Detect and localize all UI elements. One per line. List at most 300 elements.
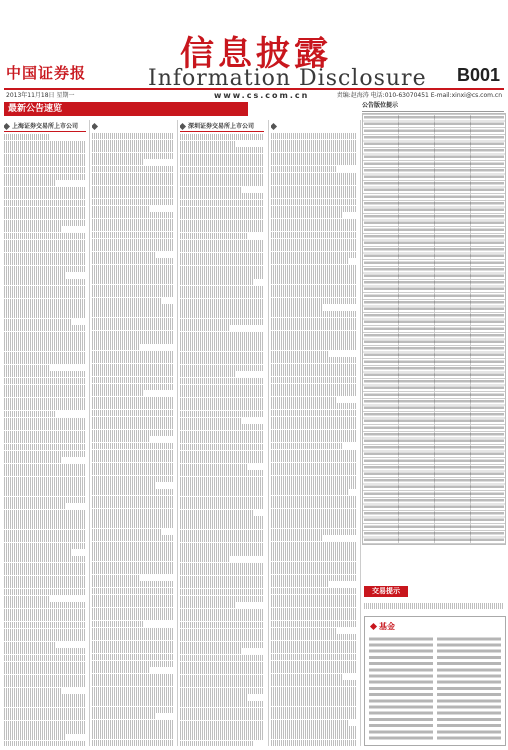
text-line (4, 451, 86, 457)
text-line (180, 220, 264, 226)
text-line (271, 357, 357, 363)
text-line (4, 174, 86, 180)
text-line (92, 647, 174, 653)
text-line (92, 232, 174, 238)
text-line (4, 609, 86, 615)
text-line (92, 159, 144, 165)
text-line (92, 469, 174, 475)
text-line (180, 655, 264, 661)
text-line (271, 423, 357, 429)
text-line (271, 298, 357, 304)
text-line (271, 628, 336, 634)
text-line (271, 641, 357, 647)
table-text (364, 115, 504, 543)
text-line (4, 530, 86, 536)
text-line (271, 410, 357, 416)
text-line (271, 489, 348, 495)
text-line (180, 556, 230, 562)
text-line (271, 634, 357, 640)
text-line (92, 740, 174, 746)
text-line (180, 404, 264, 410)
text-line (92, 357, 174, 363)
text-line (92, 397, 174, 403)
text-line (271, 351, 329, 357)
text-line (4, 272, 66, 278)
header-bar (4, 88, 504, 102)
text-line (92, 384, 174, 390)
text-line (4, 279, 86, 285)
text-line (4, 147, 86, 153)
text-line (271, 384, 357, 390)
text-line (180, 418, 241, 424)
fund-text-column (369, 637, 433, 741)
text-line (271, 515, 357, 521)
text-line (271, 707, 357, 713)
fund-section (364, 616, 506, 746)
text-line (180, 240, 264, 246)
column-divider (89, 120, 90, 746)
text-line (180, 543, 264, 549)
text-line (92, 403, 174, 409)
text-line (92, 153, 174, 159)
text-line (180, 345, 264, 351)
text-line (92, 166, 174, 172)
text-line (92, 641, 174, 647)
text-line (180, 319, 264, 325)
text-line (271, 693, 357, 699)
text-line (4, 141, 86, 147)
text-line (180, 701, 264, 707)
text-line (92, 212, 174, 218)
text-line (180, 134, 264, 140)
page-title-cn: 信息披露 (180, 34, 332, 74)
text-line (92, 575, 139, 581)
text-line (271, 581, 329, 587)
text-line (4, 721, 86, 727)
text-line (180, 470, 264, 476)
text-line (4, 391, 86, 397)
text-line (180, 398, 264, 404)
text-line (180, 602, 235, 608)
text-line (180, 411, 264, 417)
text-line (180, 582, 264, 588)
text-line (271, 456, 357, 462)
text-line (92, 693, 174, 699)
text-line (180, 675, 264, 681)
issue-date: 2013年11月18日 星期一 (6, 92, 75, 99)
text-line (92, 456, 174, 462)
text-line (4, 681, 86, 687)
text-line (4, 727, 86, 733)
text-line (180, 174, 264, 180)
text-line (92, 146, 174, 152)
text-line (4, 457, 61, 463)
text-line (271, 661, 357, 667)
text-line (271, 390, 357, 396)
text-line (180, 662, 264, 668)
text-line (271, 436, 357, 442)
text-line (180, 464, 247, 470)
text-line (92, 621, 144, 627)
announcement-index-title: 公告版位提示 (362, 101, 504, 112)
text-line (4, 378, 86, 384)
text-line (271, 159, 357, 165)
text-line (180, 694, 247, 700)
text-line (92, 726, 174, 732)
text-line (4, 325, 86, 331)
text-line (4, 734, 66, 740)
text-line (92, 364, 174, 370)
text-line (180, 635, 264, 641)
text-line (271, 726, 357, 732)
column-heading: 深圳证券交易所上市公司 (180, 122, 264, 132)
text-line (4, 365, 49, 371)
text-line (180, 457, 264, 463)
text-line (4, 424, 86, 430)
announcement-column (271, 122, 357, 746)
text-line (4, 259, 86, 265)
text-line (180, 385, 264, 391)
text-line (92, 720, 174, 726)
text-line (92, 581, 174, 587)
text-line (180, 569, 264, 575)
text-line (92, 436, 150, 442)
text-line (4, 305, 86, 311)
text-line (4, 642, 55, 648)
text-line (92, 568, 174, 574)
text-line (4, 319, 72, 325)
text-line (92, 140, 174, 146)
text-line (92, 225, 174, 231)
text-line (92, 430, 174, 436)
text-line (271, 654, 357, 660)
text-line (271, 206, 357, 212)
text-line (4, 596, 49, 602)
text-line (180, 253, 264, 259)
text-line (271, 595, 357, 601)
text-line (180, 629, 264, 635)
text-line (92, 219, 174, 225)
text-line (180, 154, 264, 160)
text-line (180, 207, 264, 213)
text-line (92, 337, 174, 343)
text-line (4, 635, 86, 641)
text-line (92, 377, 174, 383)
text-line (271, 482, 357, 488)
text-line (4, 220, 86, 226)
text-line (180, 622, 264, 628)
text-line (92, 482, 156, 488)
text-line (92, 614, 174, 620)
text-line (180, 200, 264, 206)
text-line (271, 647, 357, 653)
text-line (180, 708, 264, 714)
text-line (4, 563, 86, 569)
text-line (180, 510, 253, 516)
text-line (92, 239, 174, 245)
text-line (92, 344, 139, 350)
text-line (180, 596, 264, 602)
text-line (180, 141, 235, 147)
text-line (4, 569, 86, 575)
text-line (92, 410, 174, 416)
text-line (180, 305, 264, 311)
text-line (4, 503, 66, 509)
text-line (180, 477, 264, 483)
text-line (4, 688, 61, 694)
text-line (92, 179, 174, 185)
text-line (271, 239, 357, 245)
text-line (271, 140, 357, 146)
text-line (271, 667, 357, 673)
text-line (92, 542, 174, 548)
text-line (4, 470, 86, 476)
text-line (4, 576, 86, 582)
fund-text-column (437, 637, 501, 741)
text-line (180, 431, 264, 437)
text-line (92, 502, 174, 508)
text-line (180, 451, 264, 457)
text-line (180, 272, 264, 278)
text-line (4, 615, 86, 621)
text-line (180, 741, 253, 746)
text-line (180, 589, 264, 595)
text-line (180, 279, 253, 285)
text-line (4, 167, 86, 173)
text-line (92, 199, 174, 205)
text-line (92, 285, 174, 291)
text-line (92, 186, 174, 192)
text-line (180, 233, 247, 239)
text-line (92, 133, 174, 139)
text-line (271, 278, 357, 284)
text-line (92, 463, 174, 469)
text-line (4, 549, 72, 555)
text-line (180, 721, 264, 727)
text-line (180, 226, 264, 232)
text-line (92, 271, 174, 277)
text-line (4, 299, 86, 305)
text-line (4, 154, 86, 160)
text-line (4, 477, 86, 483)
text-line (271, 720, 348, 726)
text-line (180, 734, 264, 740)
text-line (271, 496, 357, 502)
text-line (271, 509, 357, 515)
text-line (180, 378, 264, 384)
text-line (4, 207, 86, 213)
text-line (271, 186, 357, 192)
text-line (271, 146, 357, 152)
text-line (271, 680, 357, 686)
text-line (92, 562, 174, 568)
text-line (92, 417, 174, 423)
text-line (180, 147, 264, 153)
text-line (92, 206, 150, 212)
column-heading: 上海证券交易所上市公司 (4, 122, 86, 132)
text-line (271, 192, 357, 198)
text-line (4, 483, 86, 489)
text-line (4, 180, 55, 186)
text-line (4, 404, 86, 410)
text-line (271, 212, 342, 218)
text-line (92, 450, 174, 456)
text-line (271, 548, 357, 554)
text-line (271, 370, 357, 376)
text-line (4, 490, 86, 496)
text-line (271, 502, 357, 508)
text-line (92, 509, 174, 515)
text-line (271, 450, 357, 456)
text-line (4, 253, 86, 259)
text-line (4, 385, 86, 391)
text-line (180, 727, 264, 733)
text-line (92, 370, 174, 376)
fund-section-title: 基金 (371, 621, 395, 632)
text-line (92, 252, 156, 258)
text-line (92, 661, 174, 667)
text-line (4, 200, 86, 206)
column-divider (177, 120, 178, 746)
text-line (4, 523, 86, 529)
text-line (4, 266, 86, 272)
text-line (92, 654, 174, 660)
text-line (180, 312, 264, 318)
text-line (4, 286, 86, 292)
text-line (180, 299, 264, 305)
text-line (180, 259, 264, 265)
text-line (271, 575, 357, 581)
text-line (271, 271, 357, 277)
text-line (92, 713, 156, 719)
text-line (92, 476, 174, 482)
text-line (180, 714, 264, 720)
text-line (4, 662, 86, 668)
section-title: 最新公告速览 (4, 102, 248, 116)
text-line (180, 358, 264, 364)
text-line (271, 324, 357, 330)
text-line (271, 713, 357, 719)
column-heading (271, 122, 357, 131)
text-line (271, 344, 357, 350)
text-line (180, 292, 264, 298)
announcement-column (92, 122, 174, 746)
text-line (4, 444, 86, 450)
text-line (92, 331, 174, 337)
text-line (180, 536, 264, 542)
text-line (4, 741, 86, 746)
text-line (4, 160, 86, 166)
text-line (271, 258, 348, 264)
text-line (4, 240, 86, 246)
text-line (92, 588, 174, 594)
text-line (180, 688, 264, 694)
text-line (92, 245, 174, 251)
text-line (271, 529, 357, 535)
text-line (4, 648, 86, 654)
text-line (271, 430, 357, 436)
text-line (92, 707, 174, 713)
text-line (180, 332, 264, 338)
text-line (271, 674, 342, 680)
text-line (180, 325, 230, 331)
text-line (271, 542, 357, 548)
text-line (271, 133, 357, 139)
text-line (92, 489, 174, 495)
text-line (4, 675, 86, 681)
text-line (271, 337, 357, 343)
text-line (271, 614, 357, 620)
text-line (271, 397, 336, 403)
text-line (4, 622, 86, 628)
text-line (180, 365, 264, 371)
page-title-en: Information Disclosure (148, 66, 427, 91)
text-line (4, 358, 86, 364)
text-line (4, 226, 61, 232)
newspaper-logo: 中国证券报 (6, 64, 87, 82)
text-line (180, 615, 264, 621)
editor-contact: 责编:赵海涛 电话:010-63070451 E-mail:xinxi@cs.com.cn (336, 92, 502, 99)
text-line (180, 437, 264, 443)
text-line (4, 655, 86, 661)
text-line (271, 364, 357, 370)
text-line (180, 266, 264, 272)
text-line (4, 431, 86, 437)
text-line (271, 443, 342, 449)
text-line (271, 740, 357, 746)
text-line (4, 582, 86, 588)
text-line (92, 522, 174, 528)
text-line (92, 423, 174, 429)
text-line (271, 700, 357, 706)
text-line (92, 390, 144, 396)
text-line (92, 601, 174, 607)
text-line (271, 166, 336, 172)
trading-tips-title: 交易提示 (364, 586, 408, 597)
text-line (92, 548, 174, 554)
text-line (92, 351, 174, 357)
text-line (4, 516, 86, 522)
text-line (271, 469, 357, 475)
text-line (271, 179, 357, 185)
text-line (4, 193, 86, 199)
text-line (92, 258, 174, 264)
text-line (180, 193, 264, 199)
text-line (4, 668, 86, 674)
text-line (4, 398, 86, 404)
text-line (271, 232, 357, 238)
text-line (92, 298, 162, 304)
text-line (271, 463, 357, 469)
text-line (271, 225, 357, 231)
text-line (271, 601, 357, 607)
text-line (92, 680, 174, 686)
text-line (180, 490, 264, 496)
text-line (180, 187, 241, 193)
text-line (4, 694, 86, 700)
text-line (180, 483, 264, 489)
text-line (271, 377, 357, 383)
text-line (271, 522, 357, 528)
text-line (4, 701, 86, 707)
text-line (92, 311, 174, 317)
text-line (271, 285, 357, 291)
text-line (180, 338, 264, 344)
text-line (92, 700, 174, 706)
website-url[interactable]: www.cs.com.cn (214, 91, 310, 100)
text-line (92, 529, 162, 535)
text-line (4, 714, 86, 720)
